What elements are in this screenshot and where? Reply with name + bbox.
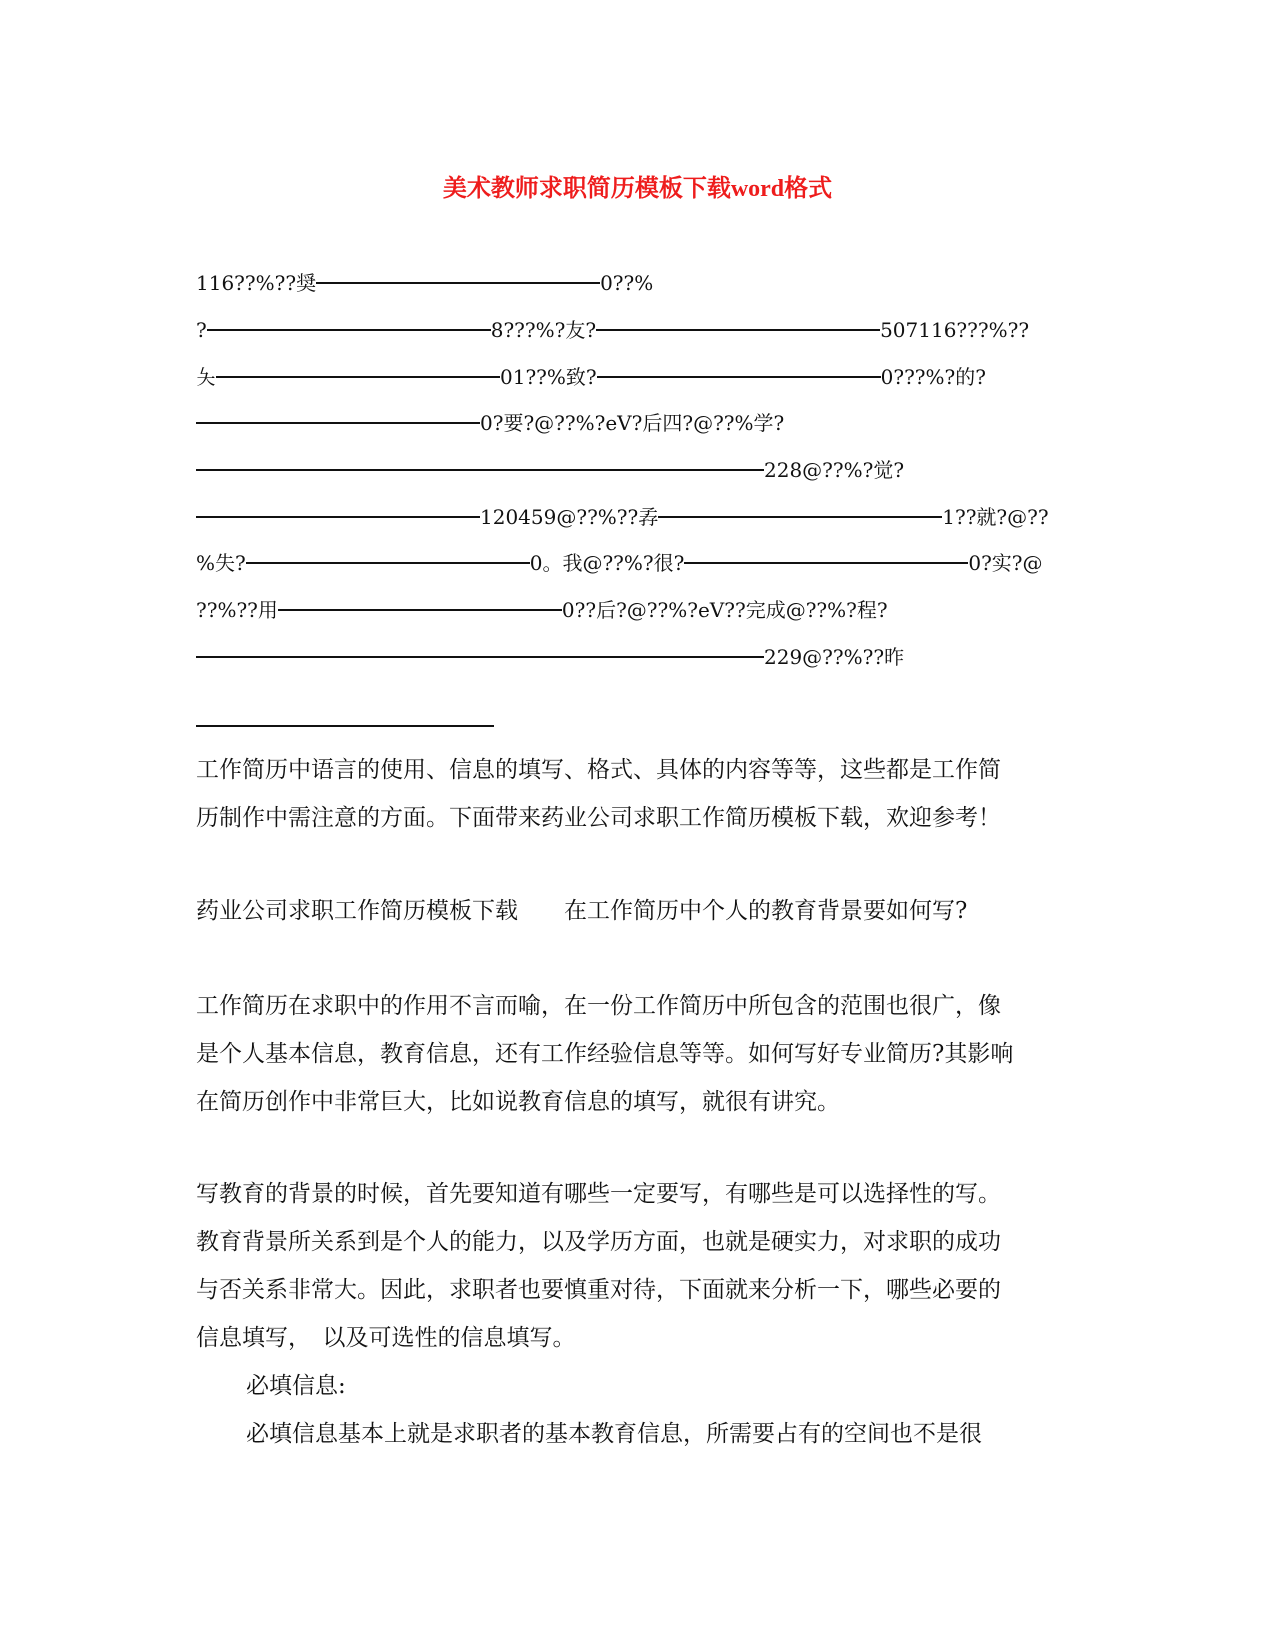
text-line: 必填信息: [246, 1373, 346, 1399]
rule-line [596, 329, 880, 331]
rule-line [316, 282, 600, 284]
text-line: 药业公司求职工作简历模板下载 在工作简历中个人的教育背景要如何写? [196, 898, 968, 924]
text-line: 信息填写， 以及可选性的信息填写。 [196, 1325, 576, 1351]
garbled-line-3 [196, 362, 1086, 392]
section-heading-line [196, 887, 1086, 935]
rule-line [196, 725, 494, 727]
garbled-line-1 [196, 268, 1086, 298]
text-line: 历制作中需注意的方面。下面带来药业公司求职工作简历模板下载，欢迎参考！ [196, 805, 1001, 831]
rule-line [278, 609, 562, 611]
garbled-line-4 [196, 408, 1086, 438]
garbled-line-6 [196, 502, 1086, 532]
garbled-text: 0。我@??%?很? [529, 551, 685, 575]
garbled-text: 120459@??%??孨 [480, 505, 659, 529]
required-heading [246, 1362, 1136, 1410]
garbled-text: 507116???%?? [880, 318, 1030, 342]
garbled-text: 0?要?@??%?eV?后四?@??%学? [480, 411, 785, 435]
garbled-line-2 [196, 315, 1086, 345]
garbled-text: 8???%?友? [490, 318, 597, 342]
role-paragraph [196, 982, 1086, 1126]
text-line: 在简历创作中非常巨大，比如说教育信息的填写，就很有讲究。 [196, 1089, 840, 1115]
rule-line [196, 422, 480, 424]
rule-line [196, 469, 764, 471]
garbled-line-5 [196, 455, 1086, 485]
rule-line [216, 376, 500, 378]
document-title: 美术教师求职简历模板下载word格式 [442, 176, 833, 202]
garbled-text: 1??就?@?? [942, 505, 1049, 529]
rule-line [196, 656, 764, 658]
rule-line [658, 516, 942, 518]
garbled-text: 01??%致? [500, 365, 597, 389]
garbled-line-9 [196, 642, 1086, 672]
garbled-line-7 [196, 548, 1086, 578]
rule-line [684, 562, 968, 564]
garbled-text: 0??后?@??%?eV??完成@??%?程? [561, 598, 888, 622]
education-paragraph [196, 1170, 1086, 1362]
garbled-text: ??%??用 [196, 598, 278, 622]
garbled-text: 228@??%?觉? [764, 458, 905, 482]
text-line: 写教育的背景的时候，首先要知道有哪些一定要写，有哪些是可以选择性的写。 [196, 1181, 1001, 1207]
rule-line [207, 329, 491, 331]
rule-line [246, 562, 530, 564]
garbled-text: 0???%?的? [880, 365, 986, 389]
text-line: 与否关系非常大。因此，求职者也要慎重对待，下面就来分析一下，哪些必要的 [196, 1277, 1001, 1303]
rule-line [196, 516, 480, 518]
text-line: 教育背景所关系到是个人的能力，以及学历方面，也就是硬实力，对求职的成功 [196, 1229, 1001, 1255]
garbled-line-8 [196, 595, 1086, 625]
text-line: 工作简历在求职中的作用不言而喻，在一份工作简历中所包含的范围也很广，像 [196, 993, 1001, 1019]
text-line: 工作简历中语言的使用、信息的填写、格式、具体的内容等等，这些都是工作简 [196, 757, 1001, 783]
garbled-text: ? [196, 318, 207, 342]
garbled-text: 夨 [196, 365, 216, 389]
garbled-text: 116??%??奨 [196, 271, 317, 295]
text-line: 必填信息基本上就是求职者的基本教育信息，所需要占有的空间也不是很 [246, 1421, 982, 1447]
text-line: 是个人基本信息，教育信息，还有工作经验信息等等。如何写好专业简历?其影响 [196, 1041, 1014, 1067]
garbled-text: 229@??%??昨 [764, 645, 905, 669]
required-paragraph [246, 1410, 1136, 1458]
garbled-text: 0?实?@ [968, 551, 1043, 575]
garbled-text: 0??% [600, 271, 654, 295]
rule-line [597, 376, 881, 378]
intro-paragraph [196, 746, 1086, 842]
garbled-text: %失? [196, 551, 246, 575]
